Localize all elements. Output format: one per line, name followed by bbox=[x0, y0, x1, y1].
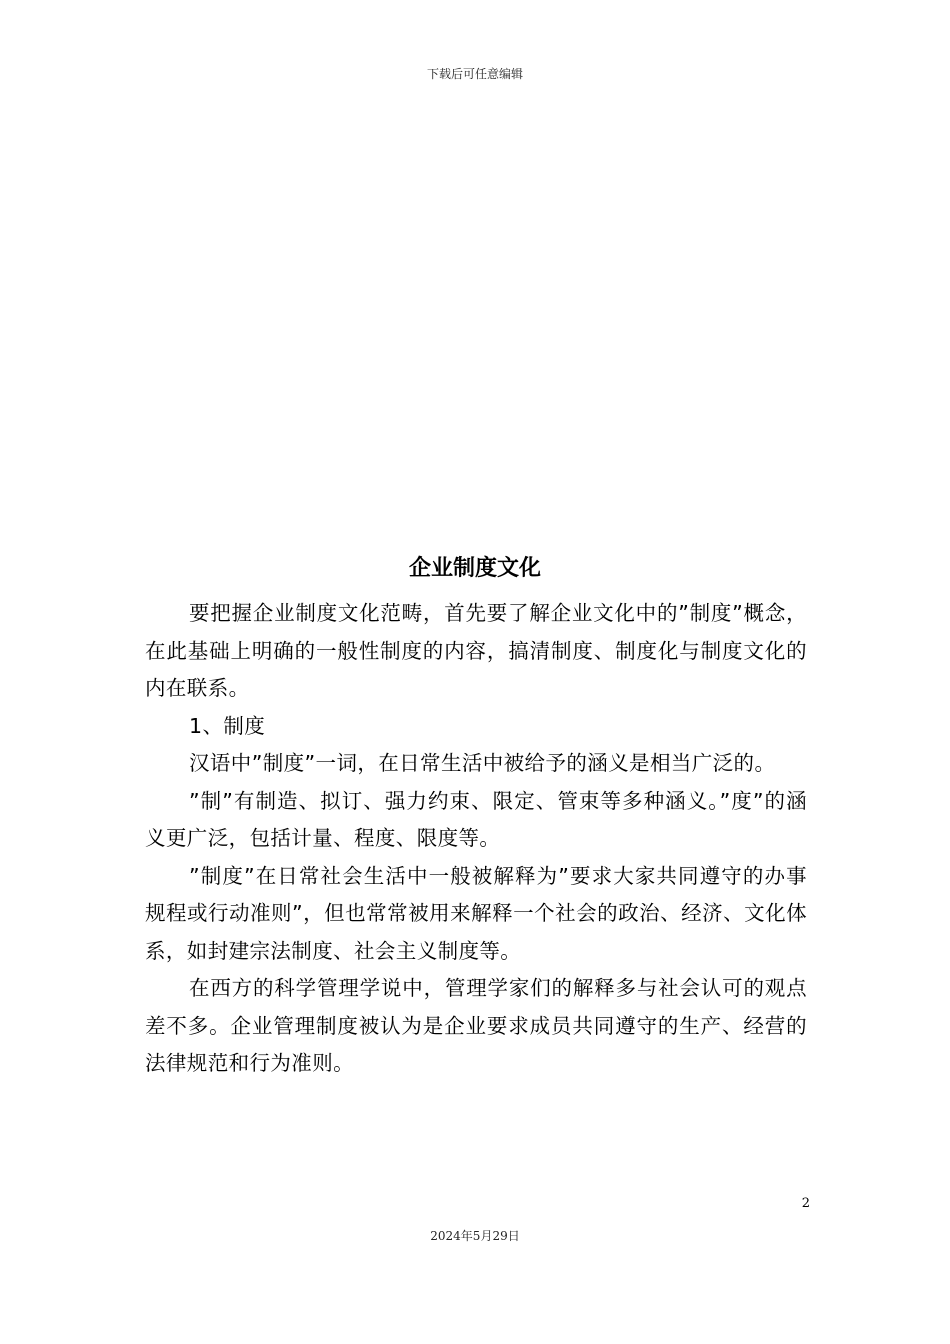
paragraph-zhi-du: ”制”有制造、拟订、强力约束、限定、管束等多种涵义。”度”的涵义更广泛，包括计量、程度、限度等。 bbox=[145, 788, 807, 850]
document-title: 企业制度文化 bbox=[408, 556, 541, 581]
page-header: 下载后可任意编辑 bbox=[426, 67, 523, 81]
page-footer-date: 2024年5月29日 bbox=[430, 1229, 520, 1243]
paragraph-chinese-meaning: 汉语中”制度”一词，在日常生活中被给予的涵义是相当广泛的。 bbox=[189, 751, 776, 775]
paragraph-daily-meaning: ”制度”在日常社会生活中一般被解释为”要求大家共同遵守的办事规程或行动准则”，但也常常被用来解释一个社会的政治、经济、文化体系，如封建宗法制度、社会主义制度等。 bbox=[145, 863, 807, 963]
paragraph-western-management: 在西方的科学管理学说中，管理学家们的解释多与社会认可的观点差不多。企业管理制度被认为是企业要求成员共同遵守的生产、经营的法律规范和行为准则。 bbox=[145, 976, 807, 1075]
document-body bbox=[145, 595, 807, 1083]
paragraph-intro: 要把握企业制度文化范畴，首先要了解企业文化中的”制度”概念，在此基础上明确的一般性制度的内容，搞清制度、制度化与制度文化的内在联系。 bbox=[145, 601, 807, 700]
page-number: 2 bbox=[801, 1196, 810, 1211]
section-heading-1: 1、制度 bbox=[189, 713, 266, 738]
